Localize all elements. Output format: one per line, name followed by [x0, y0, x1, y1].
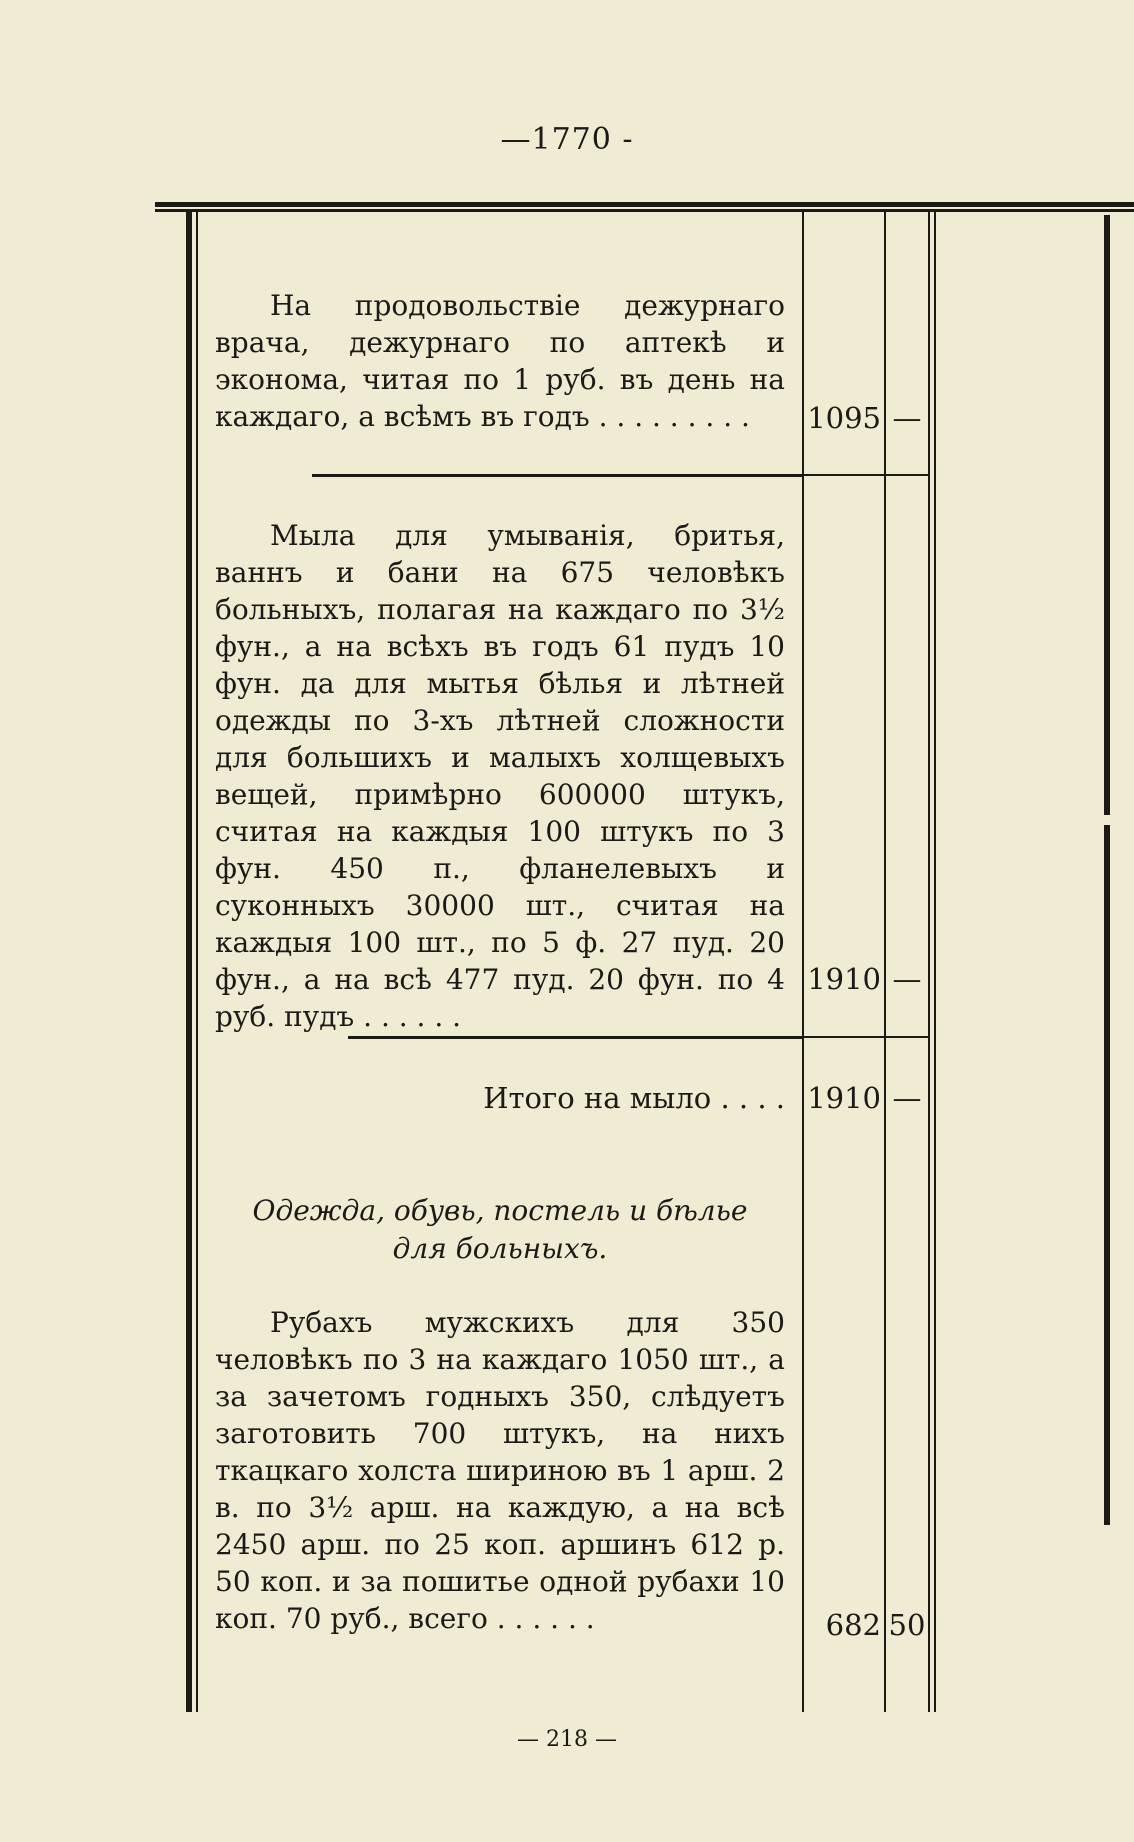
entry-1-text: На продовольствіе дежурнаго врача, дежурнаго по аптекѣ и эконома, читая по 1 руб. въ день на каждаго, а всѣмъ въ годъ . . . . . . . . .	[215, 289, 785, 433]
separator-2-kop	[886, 1036, 928, 1038]
separator-1-kop	[886, 474, 928, 476]
page-footer: — 218 —	[517, 1727, 617, 1752]
top-rule	[155, 202, 1134, 212]
page-header: —1770 -	[500, 122, 634, 157]
shirts-entry-kop: 50	[888, 1608, 926, 1642]
entry-2-kop: —	[892, 962, 922, 996]
section-title: Одежда, обувь, постель и бѣлье для больныхъ.	[252, 1194, 748, 1265]
shirts-entry-amount: 682	[825, 1608, 881, 1642]
right-border-upper	[1104, 215, 1110, 815]
total-kop: —	[892, 1081, 922, 1115]
shirts-entry-text: Рубахъ мужскихъ для 350 человѣкъ по 3 на каждаго 1050 шт., а за зачетомъ годныхъ 350, слѣдуетъ заготовить 700 штукъ, на нихъ ткацкаго холста шириною въ 1 арш. 2 в. по 3½ арш. на каждую, а на всѣ 2450 арш. по 25 коп. аршинъ 612 р. 50 коп. и за пошитье одной рубахи 10 коп. 70 руб., всего . . . . . .	[215, 1306, 785, 1635]
total-amount: 1910	[807, 1081, 881, 1115]
entry-1-kop: —	[892, 401, 922, 435]
total-label: Итого на мыло . . . .	[483, 1081, 785, 1115]
entry-1-amount: 1095	[807, 401, 881, 435]
entry-2-text: Мыла для умыванія, бритья, ваннъ и бани на 675 человѣкъ больныхъ, полагая на каждаго по 3½ фун., а на всѣхъ въ годъ 61 пудъ 10 фун. да для мытья бѣлья и лѣтней одежды по 3-хъ лѣтней сложности для большихъ и малыхъ холщевыхъ вещей, примѣрно 600000 штукъ, считая на каждыя 100 штукъ по 3 фун. 450 п., фланелевыхъ и суконныхъ 30000 шт., считая на каждыя 100 шт., по 5 ф. 27 пуд. 20 фун., а на всѣ 477 пуд. 20 фун. по 4 руб. пудъ . . . . . .	[215, 519, 785, 1033]
right-border-lower	[1104, 825, 1110, 1525]
left-border-thick	[186, 212, 192, 1712]
separator-1	[312, 474, 802, 477]
separator-2-amount	[804, 1036, 884, 1038]
separator-2	[348, 1036, 802, 1039]
left-border-thin	[196, 212, 198, 1712]
column-divider-amount	[802, 212, 804, 1712]
column-divider-right-2	[934, 212, 936, 1712]
entry-2-amount: 1910	[807, 962, 881, 996]
column-divider-right	[928, 212, 930, 1712]
separator-1-amount	[804, 474, 884, 476]
